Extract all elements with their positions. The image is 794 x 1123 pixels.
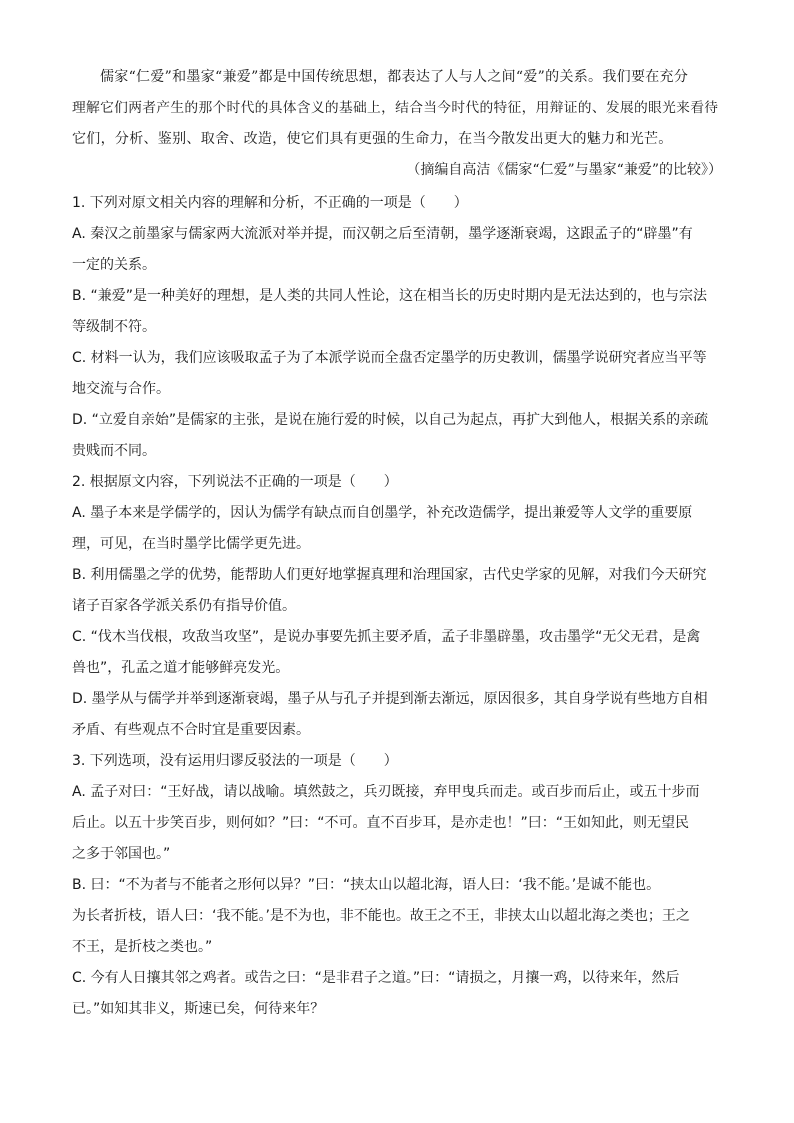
option-d (72, 684, 722, 746)
option-line: 地交流与合作。 (72, 381, 170, 397)
option-line: 为长者折枝，语人曰：‘我不能。’是不为也，非不能也。故王之不王，非挟太山以超北海之类也；王之 (72, 908, 690, 924)
option-a (72, 219, 722, 281)
option-line: C. 今有人日攘其邻之鸡者。或告之曰：“是非君子之道。”曰：“请损之，月攘一鸡，以待来年，然后 (72, 970, 680, 986)
option-d (72, 405, 722, 467)
option-c (72, 963, 722, 1025)
question-stem: 1. 下列对原文相关内容的理解和分析，不正确的一项是（ ） (72, 195, 468, 211)
excerpt-paragraph (72, 62, 722, 155)
option-b (72, 870, 722, 963)
question-2 (72, 467, 722, 746)
option-a (72, 777, 722, 870)
option-line: 一定的关系。 (72, 257, 156, 273)
excerpt-line: 理解它们两者产生的那个时代的具体含义的基础上，结合当今时代的特征，用辩证的、发展的眼光来看待 (72, 100, 719, 116)
option-line: C. “伐木当伐根，攻敌当攻坚”，是说办事要先抓主要矛盾，孟子非墨辟墨，攻击墨学“无父无君，是禽 (72, 629, 701, 645)
option-line: 矛盾、有些观点不合时宜是重要因素。 (72, 722, 310, 738)
excerpt-line: 它们，分析、鉴别、取舍、改造，使它们具有更强的生命力，在当今散发出更大的魅力和光芒。 (72, 131, 673, 147)
question-stem: 2. 根据原文内容，下列说法不正确的一项是（ ） (72, 474, 398, 490)
option-b (72, 560, 722, 622)
option-line: B. “兼爱”是一种美好的理想，是人类的共同人性论，这在相当长的历史时期内是无法达到的，也与宗法 (72, 288, 708, 304)
option-a (72, 498, 722, 560)
option-line: 等级制不符。 (72, 319, 156, 335)
option-line: B. 利用儒墨之学的优势，能帮助人们更好地掌握真理和治理国家，古代史学家的见解，对我们今天研究 (72, 567, 707, 583)
option-line: D. 墨学从与儒学并举到逐渐衰竭，墨子从与孔子并提到渐去渐远，原因很多，其自身学说有些地方自相 (72, 691, 708, 707)
option-line: D. “立爱自亲始”是儒家的主张，是说在施行爱的时候，以自己为起点，再扩大到他人，根据关系的亲疏 (72, 412, 709, 428)
option-line: 不王，是折枝之类也。” (72, 939, 213, 955)
option-c (72, 622, 722, 684)
option-line: A. 墨子本来是学儒学的，因认为儒学有缺点而自创墨学，补充改造儒学，提出兼爱等人文学的重要原 (72, 505, 693, 521)
option-b (72, 281, 722, 343)
question-3 (72, 746, 722, 1025)
excerpt-line: 儒家“仁爱”和墨家“兼爱”都是中国传统思想，都表达了人与人之间“爱”的关系。我们要在充分 (100, 69, 689, 85)
option-line: 诸子百家各学派关系仍有指导价值。 (72, 598, 296, 614)
option-line: 贵贱而不同。 (72, 443, 156, 459)
option-line: 已。”如知其非义，斯速已矣，何待来年？ (72, 1001, 325, 1017)
option-line: B. 曰：“不为者与不能者之形何以异？”曰：“挟太山以超北海，语人曰：‘我不能。’是诚不能也。 (72, 877, 661, 893)
option-line: C. 材料一认为，我们应该吸取孟子为了本派学说而全盘否定墨学的历史教训，儒墨学说研究者应当平等 (72, 350, 707, 366)
option-line: 后止。以五十步笑百步，则何如？”曰：“不可。直不百步耳，是亦走也！”曰：“王如知此，则无望民 (72, 815, 690, 831)
question-stem: 3. 下列选项，没有运用归谬反驳法的一项是（ ） (72, 753, 398, 769)
option-line: 兽也”，孔孟之道才能够鲜亮发光。 (72, 660, 290, 676)
question-1 (72, 188, 722, 467)
option-line: 理，可见，在当时墨学比儒学更先进。 (72, 536, 310, 552)
option-c (72, 343, 722, 405)
option-line: 之多于邻国也。” (72, 846, 171, 862)
option-line: A. 秦汉之前墨家与儒家两大流派对举并提，而汉朝之后至清朝，墨学逐渐衰竭，这跟孟子的“辟墨”有 (72, 226, 693, 242)
option-line: A. 孟子对曰：“王好战，请以战喻。填然鼓之，兵刃既接，弃甲曳兵而走。或百步而后止，或五十步而 (72, 784, 700, 800)
excerpt-source: （摘编自高洁《儒家“仁爱”与墨家“兼爱”的比较》） (406, 162, 722, 178)
